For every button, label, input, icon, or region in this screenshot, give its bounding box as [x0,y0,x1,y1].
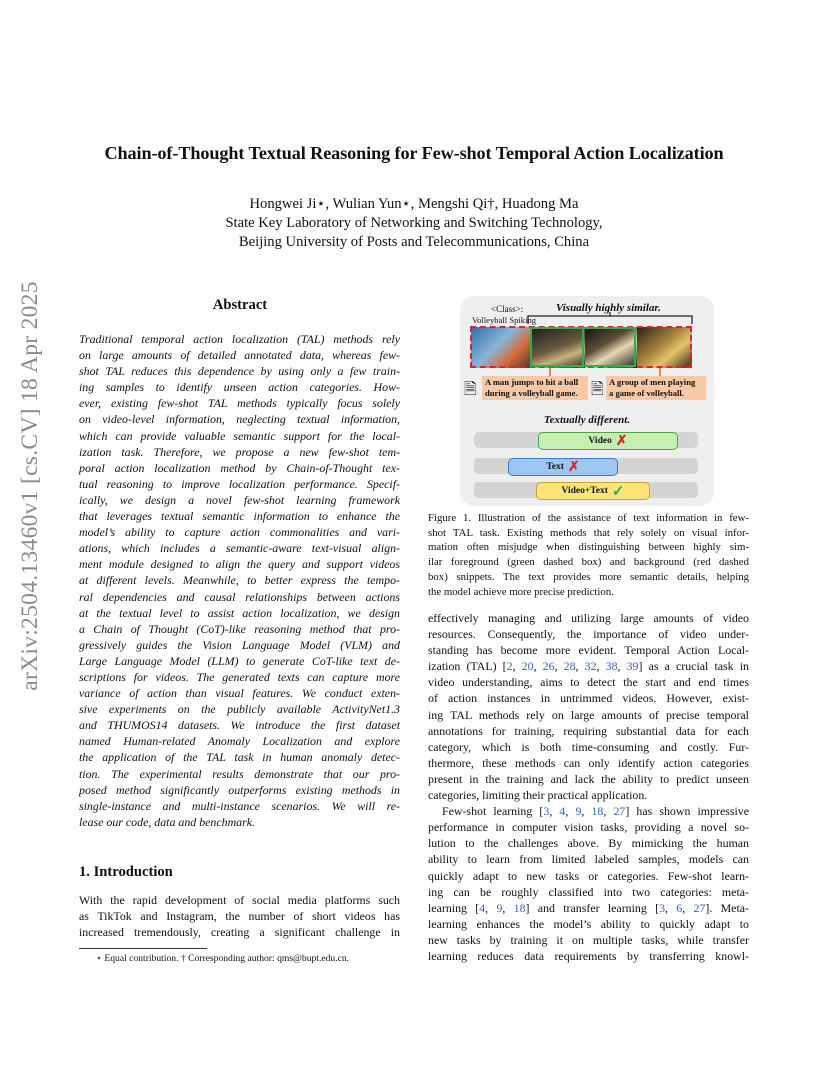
abstract-line: ization task. Therefore, we propose a new few-shot tem- [79,444,400,459]
intro-line: increased tremendously, creating a significant challenge in [79,925,400,940]
abstract-line: ically, we design a novel few-shot learning framework [79,492,400,507]
paper-title: Chain-of-Thought Textual Reasoning for Few-shot Temporal Action Localization [104,143,724,163]
abstract-line: at different levels. Meanwhile, to better express the tempo- [79,573,400,588]
arxiv-stamp: arXiv:2504.13460v1 [cs.CV] 18 Apr 2025 [17,281,43,691]
citation-link[interactable]: 18 [513,900,526,915]
abstract-line: ations, which includes a semantic-aware text-visual align- [79,541,400,556]
caption-line: ilar foreground (green dashed box) and background (red dashed [428,556,749,569]
intro-text [79,892,400,940]
figure-1 [460,296,714,506]
citation-link[interactable]: 3 [659,900,666,915]
abstract-line: tion. The experimental results demonstrate that our pro- [79,766,400,781]
abstract-line: on video-level information, neglecting textual information, [79,412,400,427]
abstract-line: named Human-related Anomaly Localization and explore [79,734,400,749]
caption-line: Figure 1. Illustration of the assistance of text information in few- [428,512,749,524]
citation-link[interactable]: 26 [542,659,555,674]
citation-line: ization (TAL) [2, 20, 26, 28, 32, 38, 39] as a crucial task in [428,659,749,674]
abstract-line: on large amounts of detailed annotated data, whereas few- [79,348,400,363]
cross-icon: ✗ [567,459,580,475]
abstract-line: sive experiments on the publicly available ActivityNet1.3 [79,702,400,717]
citation-link[interactable]: 9 [496,900,503,915]
caption-line: mation often misjudge when distinguishing between highly sim- [428,541,749,554]
abstract-line: ever, existing few-shot TAL methods typically focus solely [79,396,400,411]
abstract-line: and THUMOS14 datasets. We introduce the first dataset [79,718,400,733]
abstract-line: at the textual level to assist action localization, we design [79,605,400,620]
affiliation-line-1: State Key Laboratory of Networking and Switching Technology, [225,215,603,231]
abstract-line: ing samples to identify unseen action categories. How- [79,380,400,395]
citation-link[interactable]: 4 [479,900,486,915]
similarity-bracket [526,312,696,326]
abstract-line: model’s ability to capture action commonalities and vari- [79,525,400,540]
abstract-line: ment module designed to align the query and support videos [79,557,400,572]
footnote: ⋆ Equal contribution. † Corresponding author: qms@bupt.edu.cn. [96,953,350,964]
abstract-line: poral action localization method by Chain-of-Thought tex- [79,460,400,475]
caption-line: shot TAL task. Existing methods that rely solely on visual infor- [428,526,749,539]
affiliation-line-2: Beijing University of Posts and Telecommunications, China [238,234,590,250]
citation-link[interactable]: 4 [559,804,566,819]
document-icon: 🗎 [464,381,477,398]
abstract-line: scriptions for videos. The generated texts can capture more [79,669,400,684]
abstract-line: variance of action than visual features. We conduct exten- [79,686,400,701]
text-description-left: A man jumps to hit a ball during a volleyball game. [482,376,588,400]
foreground-divider [582,327,584,367]
intro-line: as TikTok and Instagram, the number of short videos has [79,909,400,924]
abstract-line: the application of the TAL task in human anomaly detec- [79,750,400,765]
abstract-line: single-instance and multi-instance scenarios. We will re- [79,798,400,813]
right-column-text: effectively managing and utilizing large amounts of video resources. Consequently, the importance of video under- standing has become more evident. Temporal Action Local- ization (TAL) [2, 20, 26, 28, 32, 38, 39] as a crucial task in video understanding, aims to detect the start and end times of action instances in untrimmed videos. However, exist- ing TAL methods rely on large amounts of precise temporal annotations for training, requiring substantial data for each category, which is both time-consuming and costly. Fur- thermore, these methods can only identify action categories present in the training and lack the ability to predict unseen categories, limiting their practical application. Few-shot learning [3, 4, 9, 18, 27] has shown impressive performance in computer vision tasks, providing a novel so- lution to the challenges above. By mimicking the human ability to learn from limited labeled samples, models can quickly adapt to new tasks or categories. Few-shot learn- ing can be roughly classified into two categories: meta- learning [4, 9, 18] and transfer learning [3, 6, 27]. Meta- learning enhances the model’s ability to quickly adapt to new tasks by training it on multiple tasks, while transfer learning reduces data requirements by transferring knowl- [428,611,750,963]
abstract-line: ral dependencies and causal relationships between actions [79,589,400,604]
citation-link[interactable]: 27 [693,900,706,915]
class-name: Volleyball Spiking [472,315,537,325]
caption-line: the model achieve more precise prediction. [428,585,614,598]
abstract-line: lease our code, data and benchmark. [79,814,256,829]
citation-link[interactable]: 38 [605,659,618,674]
abstract-line: tual reasoning to improve localization performance. Specif- [79,476,400,491]
citation-link[interactable]: 6 [676,900,683,915]
abstract-text [79,331,400,830]
citation-link[interactable]: 32 [584,659,597,674]
abstract-line: that leverages textual semantic information to enhance the [79,509,400,524]
citation-link[interactable]: 18 [591,804,604,819]
abstract-line: Large Language Model (LLM) to generate CoT-like text de- [79,653,400,668]
caption-line: box) snippets. The text provides more semantic details, helping [428,570,749,583]
citation-link[interactable]: 28 [563,659,576,674]
citation-link[interactable]: 27 [613,804,626,819]
video-result-pill: Video ✗ [538,432,678,450]
class-label: <Class>: [491,304,524,314]
text-result-pill: Text ✗ [508,458,618,476]
check-icon: ✓ [611,483,625,500]
figure-1-caption [428,511,749,599]
abstract-line: posed method significantly outperforms existing methods in [79,782,400,797]
visual-similarity-label: Visually highly similar. [556,302,661,314]
video-text-result-pill: Video+Text ✓ [536,482,650,500]
intro-line: With the rapid development of social media platforms such [79,893,400,907]
abstract-heading: Abstract [212,297,268,313]
abstract-line: shot TAL reduces this dependence by using only a few train- [79,364,400,379]
textual-difference-label: Textually different. [543,414,631,426]
cross-icon: ✗ [615,433,628,449]
abstract-line: Traditional temporal action localization (TAL) methods rely [79,332,400,346]
citation-link[interactable]: 9 [575,804,582,819]
abstract-line: which can provide valuable semantic support for the local- [79,428,400,443]
document-icon: 🗎 [591,381,604,398]
citation-link[interactable]: 2 [506,659,513,674]
abstract-line: gressively guides the Vision Language Model (VLM) and [79,637,400,652]
intro-heading: 1. Introduction [79,864,173,880]
citation-link[interactable]: 3 [543,804,550,819]
citation-link[interactable]: 39 [626,659,639,674]
abstract-line: a Chain of Thought (CoT)-like reasoning method that pro- [79,621,400,636]
author-list: Hongwei Ji⋆, Wulian Yun⋆, Mengshi Qi†, Huadong Ma [249,196,579,212]
text-description-right: A group of men playing a game of volleyball. [606,376,706,400]
citation-link[interactable]: 20 [521,659,534,674]
footnote-rule [79,948,207,949]
